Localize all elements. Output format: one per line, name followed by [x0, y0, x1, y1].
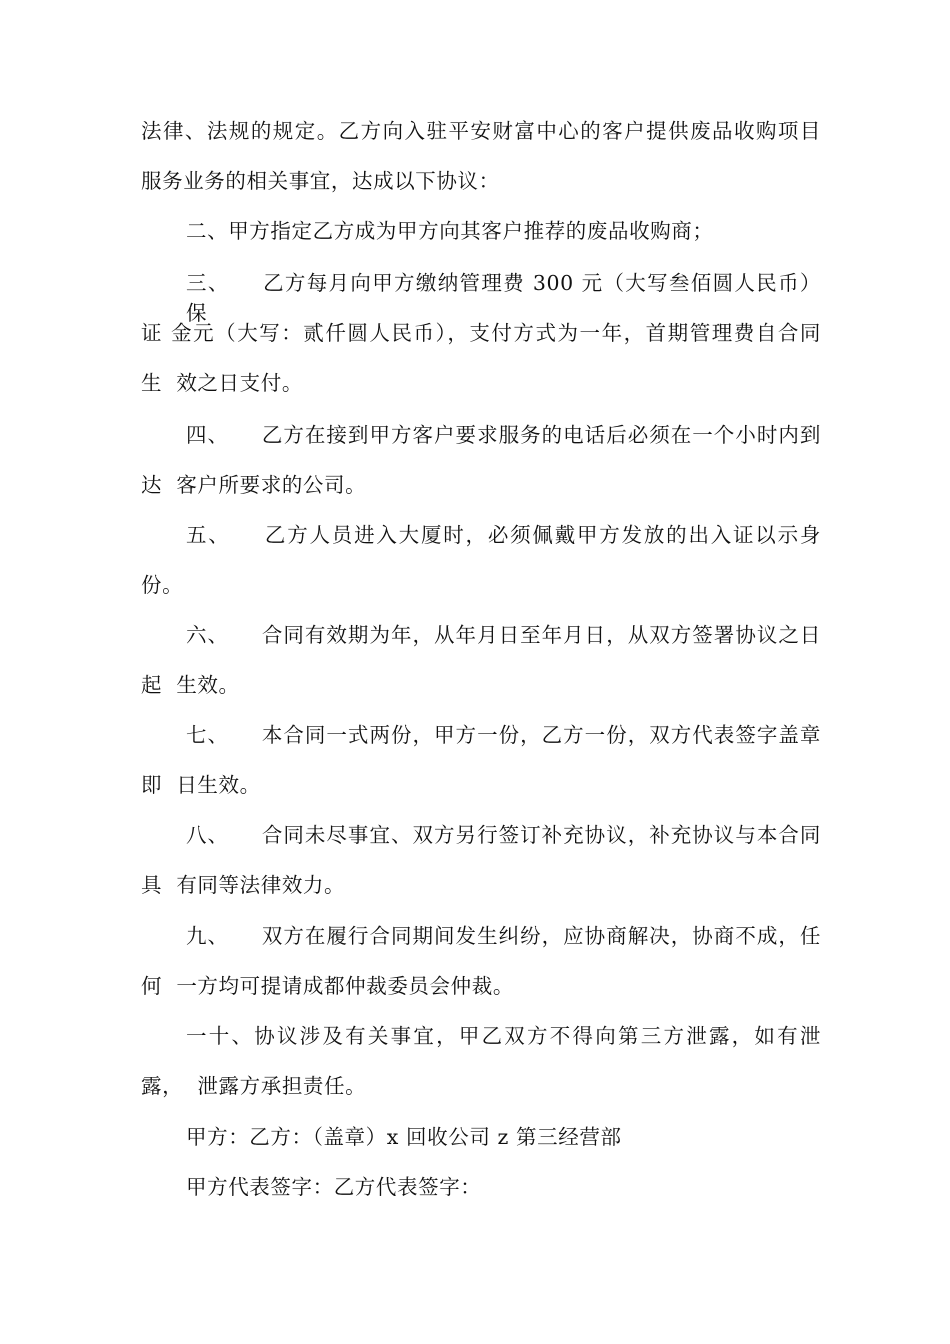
text-line: 达 客户所要求的公司。	[141, 473, 367, 497]
clause-8: 八、 合同未尽事宜、双方另行签订补充协议，补充协议与本合同	[186, 823, 821, 847]
clause-3: 三、 乙方每月向甲方缴纳管理费 300 元（大写叁佰圆人民币）保	[186, 271, 821, 325]
clause-5: 五、 乙方人员进入大厦时，必须佩戴甲方发放的出入证以示身	[186, 523, 821, 547]
text-line: 生 效之日支付。	[141, 371, 303, 395]
clause-6: 六、 合同有效期为年，从年月日至年月日，从双方签署协议之日	[186, 623, 821, 647]
text-line: 服务业务的相关事宜，达成以下协议：	[141, 169, 500, 193]
text-line: 法律、法规的规定。乙方向入驻平安财富中心的客户提供废品收购项目	[141, 119, 821, 143]
signature-line: 甲方代表签字：乙方代表签字：	[186, 1175, 482, 1199]
text-line: 份。	[141, 573, 184, 597]
text-line: 具 有同等法律效力。	[141, 873, 346, 897]
clause-4: 四、 乙方在接到甲方客户要求服务的电话后必须在一个小时内到	[186, 423, 821, 447]
clause-10: 一十、协议涉及有关事宜，甲乙双方不得向第三方泄露，如有泄	[186, 1024, 821, 1048]
text-line: 即 日生效。	[141, 773, 261, 797]
text-line: 露， 泄露方承担责任。	[141, 1074, 367, 1098]
party-line: 甲方：乙方：（盖章）x 回收公司 z 第三经营部	[186, 1125, 622, 1149]
clause-7: 七、 本合同一式两份，甲方一份，乙方一份，双方代表签字盖章	[186, 723, 821, 747]
text-line: 证 金元（大写：贰仟圆人民币），支付方式为一年，首期管理费自合同	[141, 321, 821, 345]
text-line: 起 生效。	[141, 673, 240, 697]
clause-9: 九、 双方在履行合同期间发生纠纷，应协商解决，协商不成，任	[186, 924, 821, 948]
clause-2: 二、甲方指定乙方成为甲方向其客户推荐的废品收购商；	[186, 219, 714, 243]
text-line: 何 一方均可提请成都仲裁委员会仲裁。	[141, 974, 514, 998]
